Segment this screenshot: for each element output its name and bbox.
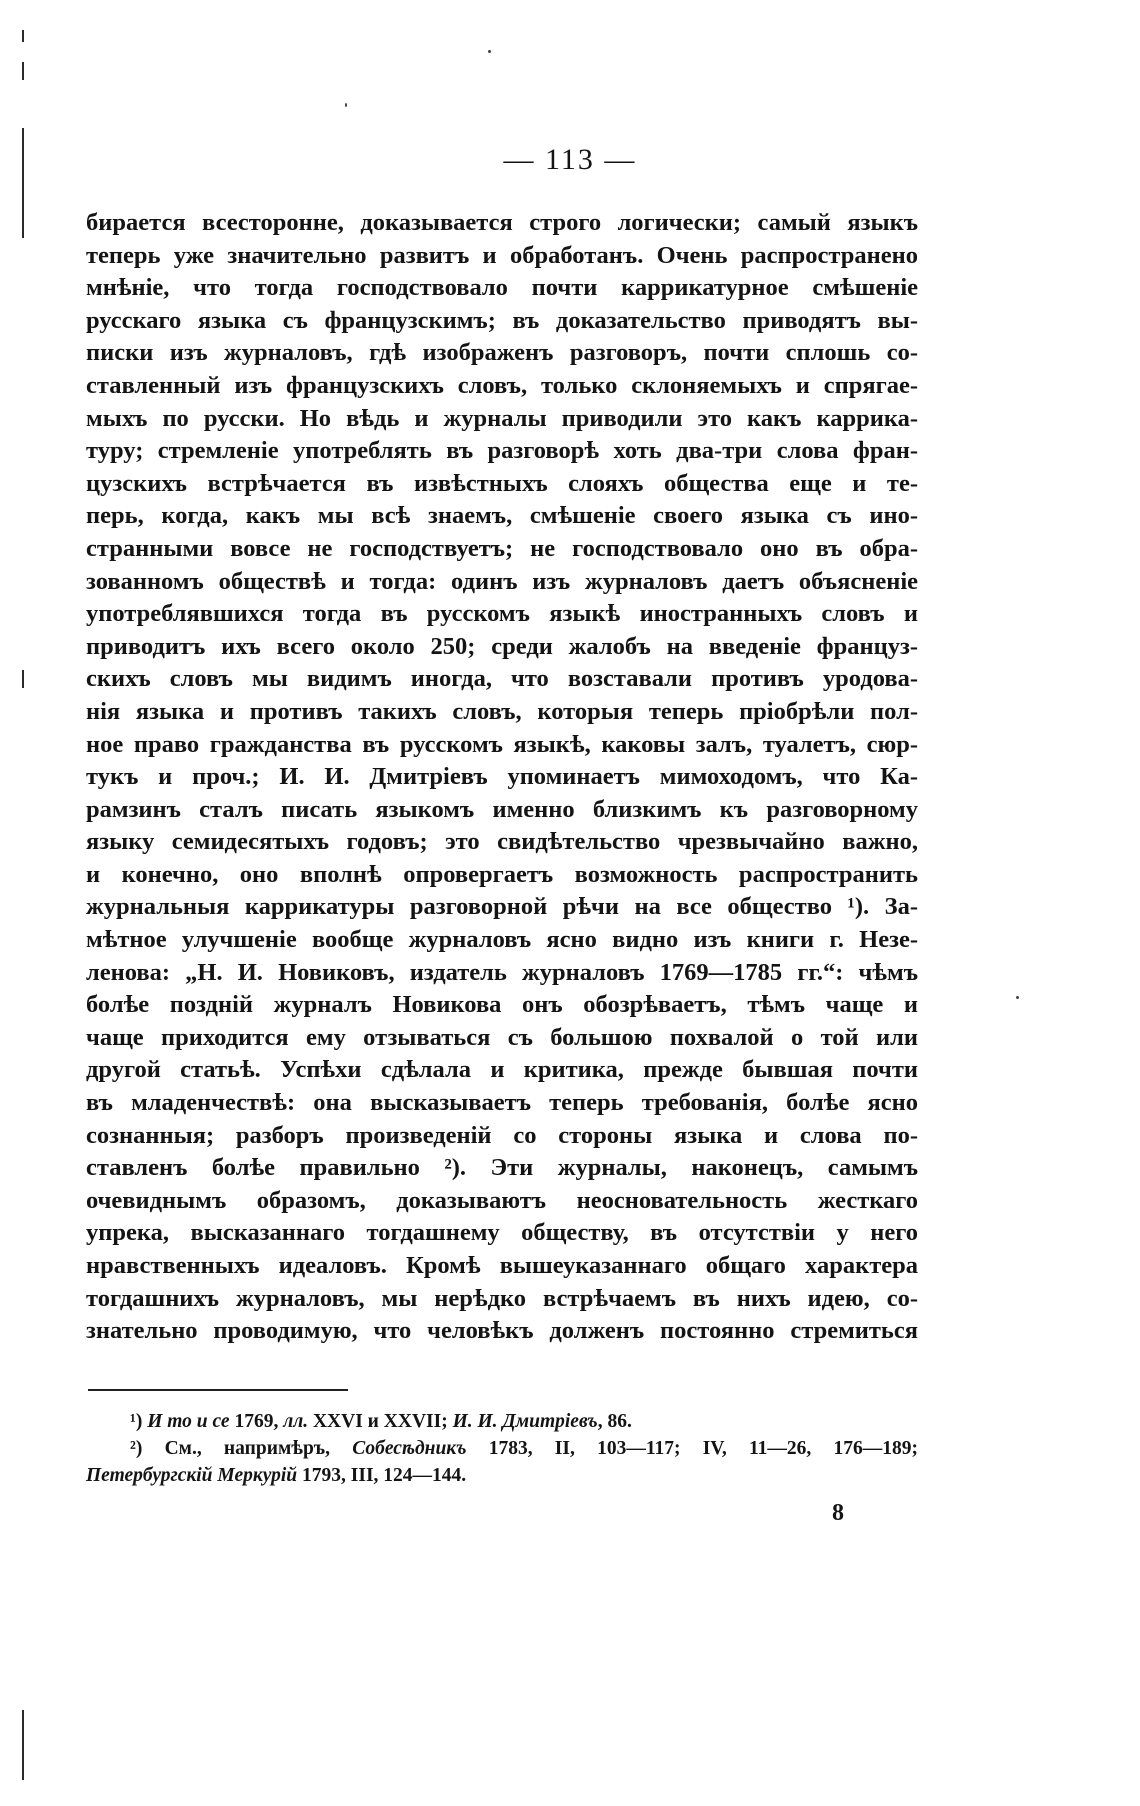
page-number: — 113 — <box>503 143 637 176</box>
text-line: ставленъ болѣе правильно ²). Эти журналы, наконецъ, самымъ <box>86 1154 918 1182</box>
text-line: мнѣніе, что тогда господствовало почти каррикатурное смѣшеніе <box>86 274 918 302</box>
footnote-run: , 86. <box>597 1411 632 1432</box>
scan-speck <box>345 103 347 107</box>
footnote-italic-run: Собесѣдникъ <box>352 1438 467 1459</box>
text-line: тогдашнихъ журналовъ, мы нерѣдко встрѣчаемъ въ нихъ идею, со- <box>86 1284 918 1312</box>
text-line: приводитъ ихъ всего около 250; среди жалобъ на введеніе француз- <box>86 632 918 660</box>
scan-speck <box>1016 996 1019 999</box>
text-line: ленова: „Н. И. Новиковъ, издатель журналовъ 1769—1785 гг.“: чѣмъ <box>86 958 918 986</box>
text-line: употреблявшихся тогда въ русскомъ языкѣ иностранныхъ словъ и <box>86 600 918 628</box>
text-line: сознанныя; разборъ произведеній со стороны языка и слова по- <box>86 1121 918 1149</box>
text-line: теперь уже значительно развитъ и обработанъ. Очень распространено <box>86 241 918 269</box>
footnote-run: 1769, <box>229 1411 284 1432</box>
footnote-marker: ²) <box>130 1438 143 1459</box>
text-line: знательно проводимую, что человѣкъ долженъ постоянно стремиться <box>86 1317 918 1345</box>
footnote-italic-run: И то и се <box>147 1411 230 1432</box>
text-line: рамзинъ сталъ писать языкомъ именно близкимъ къ разговорному <box>86 795 918 823</box>
scan-speck <box>488 50 491 53</box>
text-line: скихъ словъ мы видимъ иногда, что возставали противъ уродова- <box>86 665 918 693</box>
text-line: въ младенчествѣ: она высказываетъ теперь требованія, болѣе ясно <box>86 1089 918 1117</box>
text-line: чаще приходится ему отзываться съ большою похвалой о той или <box>86 1023 918 1051</box>
text-line: журнальныя каррикатуры разговорной рѣчи на все общество ¹). За- <box>86 893 918 921</box>
footnote-rule <box>88 1389 348 1391</box>
footnote-italic-run: И. И. Дмитріевъ <box>452 1411 598 1432</box>
footnote-2 <box>86 1435 918 1462</box>
footnote-italic-run: Петербургскій Меркурій <box>86 1465 298 1486</box>
footnote-run: XXVI и XXVII; <box>308 1411 453 1432</box>
text-line: перь, когда, какъ мы всѣ знаемъ, смѣшеніе своего языка съ ино- <box>86 502 918 530</box>
text-line: нравственныхъ идеаловъ. Кромѣ вышеуказаннаго общаго характера <box>86 1252 918 1279</box>
text-line: болѣе поздній журналъ Новикова онъ обозрѣваетъ, тѣмъ чаще и <box>86 991 918 1019</box>
text-line: мѣтное улучшеніе вообще журналовъ ясно видно изъ книги г. Незе- <box>86 926 918 954</box>
scan-edge-mark <box>22 30 24 42</box>
text-line: нія языка и противъ такихъ словъ, которыя теперь пріобрѣли пол- <box>86 697 918 725</box>
text-line: бирается всесторонне, доказывается строго логически; самый языкъ <box>86 209 918 236</box>
text-line: мыхъ по русски. Но вѣдь и журналы приводили это какъ каррика- <box>86 404 918 432</box>
text-line: странными вовсе не господствуетъ; не господствовало оно въ обра- <box>86 534 918 562</box>
body-text <box>86 207 918 1348</box>
text-line: цузскихъ встрѣчается въ извѣстныхъ слояхъ общества еще и те- <box>86 469 918 497</box>
text-line: и конечно, оно вполнѣ опровергаетъ возможность распространить <box>86 860 918 888</box>
signature-mark: 8 <box>832 1500 844 1526</box>
footnote-italic-run: лл. <box>283 1411 309 1432</box>
text-line: ставленный изъ французскихъ словъ, только склоняемыхъ и спрягае- <box>86 371 918 399</box>
footnote-run: 1783, II, 103—117; IV, 11—26, 176—189; <box>466 1438 919 1459</box>
text-line: языку семидесятыхъ годовъ; это свидѣтельство чрезвычайно важно, <box>86 828 918 856</box>
text-line: упрека, высказаннаго тогдашнему обществу, въ отсутствіи у него <box>86 1219 918 1247</box>
text-line: тукъ и проч.; И. И. Дмитріевъ упоминаетъ мимоходомъ, что Ка- <box>86 763 918 791</box>
scan-edge-mark <box>22 670 24 688</box>
footnotes <box>86 1408 918 1489</box>
footnote-marker: ¹) <box>130 1411 143 1432</box>
footnote-run: 1793, III, 124—144. <box>297 1465 467 1486</box>
footnote-run: См., напримѣръ, <box>164 1438 353 1459</box>
text-line: зованномъ обществѣ и тогда: одинъ изъ журналовъ даетъ объясненіе <box>86 567 918 595</box>
footnote-1 <box>86 1408 918 1435</box>
text-line: русскаго языка съ французскимъ; въ доказательство приводятъ вы- <box>86 306 918 334</box>
text-line: другой статьѣ. Успѣхи сдѣлала и критика, прежде бывшая почти <box>86 1056 918 1084</box>
text-line: писки изъ журналовъ, гдѣ изображенъ разговоръ, почти сплошь со- <box>86 339 918 367</box>
scan-edge-mark <box>22 62 24 80</box>
text-line: очевиднымъ образомъ, доказываютъ неосновательность жесткаго <box>86 1186 918 1214</box>
text-line: ное право гражданства въ русскомъ языкѣ, каковы залъ, туалетъ, сюр- <box>86 730 918 758</box>
scan-edge-mark <box>22 1710 24 1780</box>
text-line: туру; стремленіе употреблять въ разговорѣ хоть два-три слова фран- <box>86 437 918 465</box>
footnote-2-continuation <box>86 1462 918 1489</box>
